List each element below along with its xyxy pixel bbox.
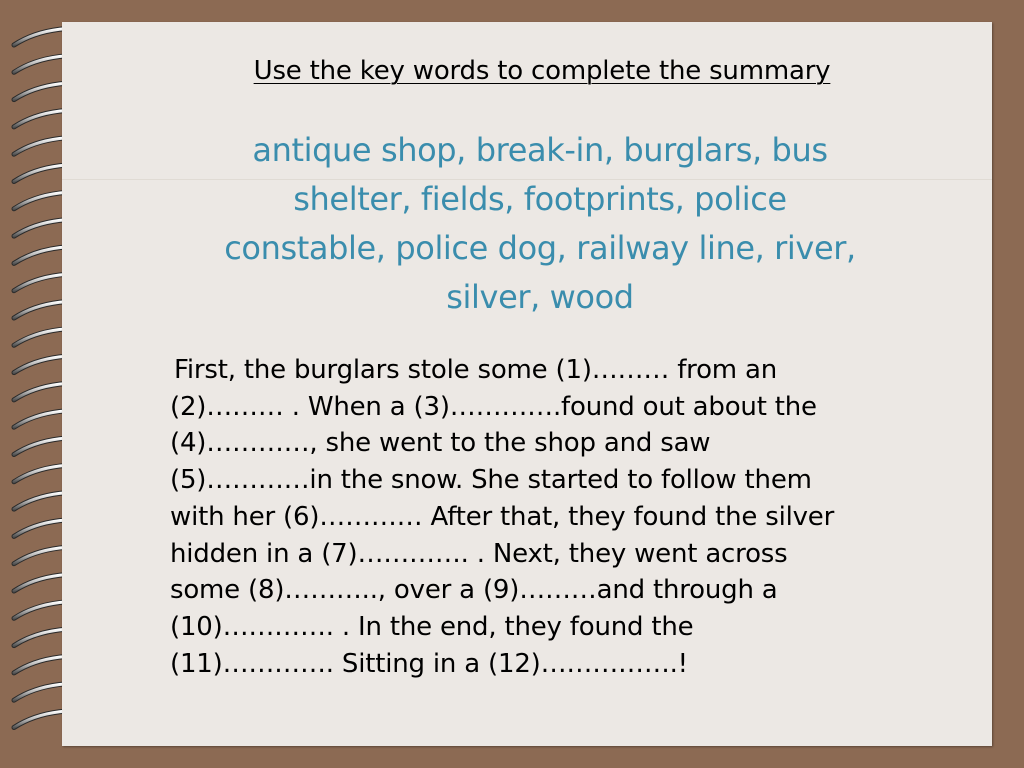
summary-line: (4)…………, she went to the shop and saw bbox=[170, 428, 711, 459]
summary-line: (5)…………in the snow. She started to follow them bbox=[170, 465, 812, 496]
keyword-line: silver, wood bbox=[446, 278, 634, 316]
keyword-list bbox=[170, 126, 910, 322]
summary-line: hidden in a (7)…………. . Next, they went across bbox=[170, 538, 788, 569]
summary-line: (2)……… . When a (3)………….found out about the bbox=[170, 391, 817, 422]
keyword-line: shelter, fields, footprints, police bbox=[293, 180, 787, 218]
summary-line: with her (6)………… After that, they found the silver bbox=[170, 501, 835, 532]
summary-line: First, the burglars stole some (1)……… from an bbox=[174, 355, 778, 385]
summary-line: (11)…………. Sitting in a (12)…………….! bbox=[170, 648, 688, 679]
summary-line: (10)…………. . In the end, they found the bbox=[170, 611, 694, 642]
keyword-line: constable, police dog, railway line, river, bbox=[224, 229, 856, 267]
summary-paragraph bbox=[170, 352, 970, 682]
notebook-page bbox=[62, 22, 992, 746]
keyword-line: antique shop, break-in, burglars, bus bbox=[252, 131, 828, 169]
summary-line: some (8)……….., over a (9)………and through a bbox=[170, 575, 778, 606]
page-title: Use the key words to complete the summary bbox=[253, 56, 831, 86]
